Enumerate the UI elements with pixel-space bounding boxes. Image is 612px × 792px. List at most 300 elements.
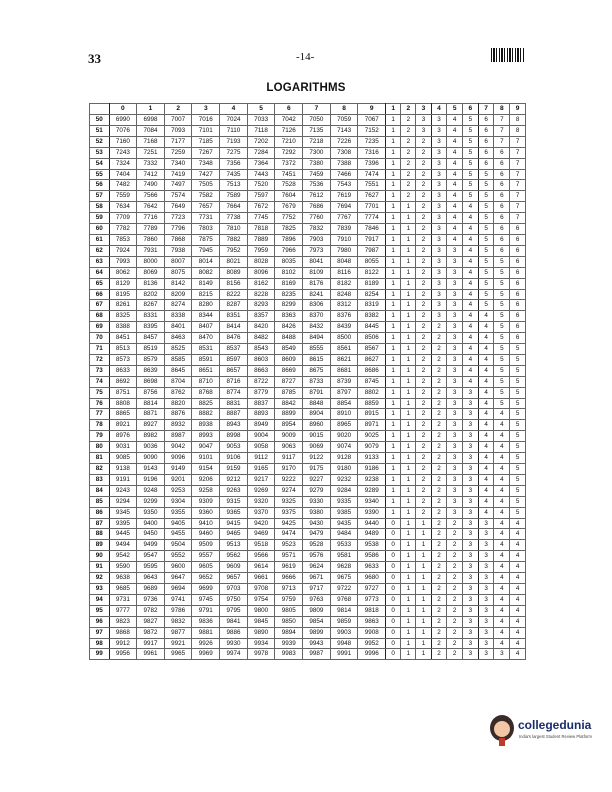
table-cell: 6 [478, 115, 494, 126]
table-cell: 4 [510, 551, 526, 562]
table-cell: 7292 [275, 147, 303, 158]
table-cell: 8363 [275, 311, 303, 322]
table-cell: 0 [386, 627, 401, 638]
table-cell: 8156 [220, 278, 248, 289]
table-cell: 9965 [164, 649, 192, 660]
table-cell: 9474 [275, 529, 303, 540]
table-cell: 7482 [109, 180, 137, 191]
row-number-cell: 98 [90, 638, 110, 649]
row-number-cell: 65 [90, 278, 110, 289]
table-cell: 8021 [220, 256, 248, 267]
table-cell: 1 [386, 224, 401, 235]
table-cell: 9685 [109, 583, 137, 594]
table-cell: 7451 [275, 169, 303, 180]
table-cell: 1 [401, 213, 416, 224]
column-header: 4 [220, 104, 248, 115]
table-cell: 7582 [192, 191, 220, 202]
table-cell: 5 [494, 289, 510, 300]
table-cell: 5 [510, 420, 526, 431]
table-cell: 6 [494, 245, 510, 256]
table-cell: 7774 [358, 213, 386, 224]
row-number-cell: 55 [90, 169, 110, 180]
table-cell: 9106 [220, 453, 248, 464]
logarithm-table [89, 103, 526, 660]
table-cell: 8704 [164, 376, 192, 387]
table-cell: 8241 [303, 289, 331, 300]
table-cell: 9939 [275, 638, 303, 649]
table-cell: 6 [494, 191, 510, 202]
table-cell: 2 [401, 147, 416, 158]
table-cell: 2 [416, 333, 431, 344]
table-cell: 2 [416, 485, 431, 496]
table-cell: 9340 [358, 496, 386, 507]
table-cell: 7993 [109, 256, 137, 267]
table-cell: 9547 [137, 551, 165, 562]
table-cell: 8222 [220, 289, 248, 300]
table-cell: 8488 [275, 333, 303, 344]
column-header: 5 [447, 104, 463, 115]
table-row [90, 573, 526, 584]
table-cell: 8028 [247, 256, 275, 267]
table-cell: 5 [510, 354, 526, 365]
table-cell: 9633 [358, 562, 386, 573]
table-cell: 2 [416, 365, 431, 376]
table-cell: 2 [431, 518, 447, 529]
table-cell: 7340 [164, 158, 192, 169]
table-cell: 9759 [275, 594, 303, 605]
table-cell: 7672 [247, 202, 275, 213]
column-header: 3 [416, 104, 431, 115]
table-cell: 2 [416, 420, 431, 431]
table-cell: 7007 [164, 115, 192, 126]
table-cell: 1 [401, 267, 416, 278]
table-cell: 8325 [109, 311, 137, 322]
table-cell: 7042 [275, 115, 303, 126]
table-cell: 7 [510, 158, 526, 169]
table-cell: 8698 [137, 376, 165, 387]
table-cell: 7536 [303, 180, 331, 191]
table-cell: 9455 [164, 529, 192, 540]
table-cell: 2 [416, 354, 431, 365]
table-cell: 9020 [330, 431, 358, 442]
table-cell: 6 [494, 180, 510, 191]
table-cell: 2 [431, 333, 447, 344]
table-cell: 4 [494, 540, 510, 551]
table-cell: 1 [386, 420, 401, 431]
table-cell: 3 [463, 474, 479, 485]
table-cell: 3 [431, 180, 447, 191]
table-cell: 7642 [137, 202, 165, 213]
table-cell: 8633 [109, 365, 137, 376]
table-cell: 4 [478, 387, 494, 398]
table-cell: 9253 [164, 485, 192, 496]
table-cell: 8432 [303, 322, 331, 333]
table-cell: 3 [416, 115, 431, 126]
table-cell: 2 [416, 224, 431, 235]
table-cell: 5 [510, 344, 526, 355]
table-cell: 8519 [137, 344, 165, 355]
table-cell: 3 [447, 507, 463, 518]
table-cell: 9128 [330, 453, 358, 464]
table-header-row [90, 104, 526, 115]
table-row [90, 169, 526, 180]
table-cell: 8319 [358, 300, 386, 311]
table-cell: 9956 [109, 649, 137, 660]
table-cell: 9289 [358, 485, 386, 496]
table-cell: 4 [463, 344, 479, 355]
table-cell: 2 [431, 365, 447, 376]
table-cell: 1 [416, 518, 431, 529]
table-cell: 7275 [220, 147, 248, 158]
table-cell: 2 [416, 387, 431, 398]
table-cell: 3 [463, 485, 479, 496]
table-cell: 4 [494, 616, 510, 627]
table-cell: 8627 [358, 354, 386, 365]
table-cell: 1 [386, 202, 401, 213]
table-cell: 2 [401, 115, 416, 126]
row-number-cell: 68 [90, 311, 110, 322]
table-cell: 8727 [275, 376, 303, 387]
table-cell: 6 [494, 147, 510, 158]
table-cell: 5 [494, 365, 510, 376]
table-cell: 4 [510, 562, 526, 573]
table-cell: 9717 [303, 583, 331, 594]
table-cell: 8543 [247, 344, 275, 355]
table-cell: 7832 [303, 224, 331, 235]
table-cell: 1 [386, 365, 401, 376]
barcode-icon [491, 48, 525, 62]
table-cell: 4 [447, 234, 463, 245]
table-cell: 1 [401, 333, 416, 344]
table-cell: 3 [431, 224, 447, 235]
table-cell: 3 [478, 518, 494, 529]
table-cell: 8162 [247, 278, 275, 289]
table-cell: 4 [478, 354, 494, 365]
table-cell: 9420 [247, 518, 275, 529]
table-cell: 4 [478, 344, 494, 355]
table-cell: 1 [401, 594, 416, 605]
table-cell: 4 [494, 464, 510, 475]
table-cell: 1 [386, 158, 401, 169]
table-cell: 7745 [247, 213, 275, 224]
table-cell: 2 [447, 583, 463, 594]
table-cell: 8882 [192, 409, 220, 420]
table-cell: 6 [510, 256, 526, 267]
table-cell: 6 [494, 213, 510, 224]
table-cell: 4 [447, 125, 463, 136]
table-cell: 3 [447, 474, 463, 485]
table-cell: 0 [386, 605, 401, 616]
table-cell: 1 [401, 311, 416, 322]
table-cell: 8382 [358, 311, 386, 322]
table-cell: 8351 [220, 311, 248, 322]
table-cell: 8537 [220, 344, 248, 355]
table-cell: 4 [463, 289, 479, 300]
table-cell: 4 [447, 213, 463, 224]
table-cell: 9894 [275, 627, 303, 638]
table-cell: 4 [478, 507, 494, 518]
table-cell: 9987 [303, 649, 331, 660]
column-header [90, 104, 110, 115]
table-cell: 7 [510, 180, 526, 191]
table-cell: 8745 [358, 376, 386, 387]
table-cell: 9015 [303, 431, 331, 442]
table-cell: 7243 [109, 147, 137, 158]
table-cell: 9460 [192, 529, 220, 540]
table-cell: 9814 [330, 605, 358, 616]
table-cell: 3 [447, 431, 463, 442]
table-cell: 9921 [164, 638, 192, 649]
table-cell: 3 [478, 627, 494, 638]
table-cell: 6 [494, 158, 510, 169]
table-cell: 4 [510, 638, 526, 649]
table-cell: 8814 [137, 398, 165, 409]
table-cell: 8938 [192, 420, 220, 431]
table-cell: 5 [478, 224, 494, 235]
table-cell: 9978 [247, 649, 275, 660]
table-cell: 6 [478, 136, 494, 147]
table-cell: 9279 [303, 485, 331, 496]
table-cell: 9872 [137, 627, 165, 638]
table-cell: 9899 [303, 627, 331, 638]
table-cell: 2 [416, 158, 431, 169]
table-cell: 6 [510, 300, 526, 311]
table-cell: 9754 [247, 594, 275, 605]
table-cell: 9315 [220, 496, 248, 507]
table-cell: 2 [447, 551, 463, 562]
table-cell: 7966 [275, 245, 303, 256]
table-cell: 9930 [220, 638, 248, 649]
table-cell: 7076 [109, 125, 137, 136]
table-cell: 1 [386, 147, 401, 158]
table-cell: 9619 [275, 562, 303, 573]
table-cell: 9217 [247, 474, 275, 485]
table-row [90, 125, 526, 136]
table-cell: 2 [416, 398, 431, 409]
table-cell: 7853 [109, 234, 137, 245]
table-cell: 3 [463, 442, 479, 453]
table-cell: 8370 [303, 311, 331, 322]
table-row [90, 562, 526, 573]
table-cell: 8987 [164, 431, 192, 442]
table-cell: 1 [416, 616, 431, 627]
table-cell: 8932 [164, 420, 192, 431]
table-cell: 7752 [275, 213, 303, 224]
table-cell: 9969 [192, 649, 220, 660]
table-cell: 4 [494, 583, 510, 594]
table-cell: 1 [386, 496, 401, 507]
table-cell: 9562 [220, 551, 248, 562]
table-cell: 3 [494, 649, 510, 660]
table-cell: 7875 [192, 234, 220, 245]
table-cell: 8035 [275, 256, 303, 267]
table-row [90, 431, 526, 442]
table-row [90, 147, 526, 158]
table-cell: 4 [478, 398, 494, 409]
table-cell: 9773 [358, 594, 386, 605]
table-cell: 1 [401, 442, 416, 453]
table-cell: 6 [510, 245, 526, 256]
table-cell: 5 [510, 464, 526, 475]
table-cell: 7 [510, 147, 526, 158]
table-cell: 3 [431, 278, 447, 289]
table-cell: 1 [401, 398, 416, 409]
table-cell: 7664 [220, 202, 248, 213]
table-cell: 7846 [358, 224, 386, 235]
table-cell: 8142 [164, 278, 192, 289]
table-cell: 8663 [247, 365, 275, 376]
table-cell: 7796 [164, 224, 192, 235]
table-cell: 8621 [330, 354, 358, 365]
table-cell: 7332 [137, 158, 165, 169]
table-cell: 9571 [275, 551, 303, 562]
table-cell: 4 [447, 180, 463, 191]
table-cell: 8848 [303, 398, 331, 409]
table-cell: 1 [386, 485, 401, 496]
table-cell: 5 [478, 256, 494, 267]
table-cell: 2 [431, 616, 447, 627]
table-cell: 7033 [247, 115, 275, 126]
table-cell: 4 [478, 376, 494, 387]
table-cell: 8299 [275, 300, 303, 311]
table-cell: 9074 [330, 442, 358, 453]
table-cell: 7210 [275, 136, 303, 147]
table-cell: 9154 [192, 464, 220, 475]
table-cell: 8149 [192, 278, 220, 289]
table-cell: 7543 [330, 180, 358, 191]
table-cell: 9243 [109, 485, 137, 496]
table-cell: 5 [494, 311, 510, 322]
table-cell: 9694 [164, 583, 192, 594]
table-cell: 8949 [247, 420, 275, 431]
table-cell: 8739 [330, 376, 358, 387]
table-cell: 8686 [358, 365, 386, 376]
table-cell: 9890 [247, 627, 275, 638]
table-cell: 8808 [109, 398, 137, 409]
table-cell: 9750 [220, 594, 248, 605]
table-cell: 7924 [109, 245, 137, 256]
table-cell: 9304 [164, 496, 192, 507]
table-cell: 8136 [137, 278, 165, 289]
table-cell: 3 [478, 616, 494, 627]
table-cell: 9538 [358, 540, 386, 551]
table-cell: 9400 [137, 518, 165, 529]
row-number-cell: 54 [90, 158, 110, 169]
table-cell: 5 [463, 125, 479, 136]
table-cell: 7889 [247, 234, 275, 245]
table-cell: 2 [401, 158, 416, 169]
table-cell: 7910 [330, 234, 358, 245]
table-cell: 9800 [247, 605, 275, 616]
table-cell: 9294 [109, 496, 137, 507]
table-cell: 7084 [137, 125, 165, 136]
table-cell: 8075 [164, 267, 192, 278]
table-cell: 7126 [275, 125, 303, 136]
table-cell: 5 [463, 180, 479, 191]
table-cell: 3 [447, 300, 463, 311]
row-number-cell: 84 [90, 485, 110, 496]
table-cell: 5 [510, 453, 526, 464]
table-cell: 9330 [303, 496, 331, 507]
table-cell: 6 [510, 289, 526, 300]
table-cell: 5 [510, 409, 526, 420]
table-cell: 9320 [247, 496, 275, 507]
table-cell: 9689 [137, 583, 165, 594]
table-cell: 8954 [275, 420, 303, 431]
column-header: 9 [510, 104, 526, 115]
table-cell: 8439 [330, 322, 358, 333]
table-cell: 9445 [109, 529, 137, 540]
row-number-cell: 62 [90, 245, 110, 256]
table-cell: 8482 [247, 333, 275, 344]
table-cell: 5 [478, 267, 494, 278]
table-cell: 5 [478, 278, 494, 289]
table-cell: 2 [416, 474, 431, 485]
table-cell: 8195 [109, 289, 137, 300]
table-cell: 1 [401, 453, 416, 464]
table-cell: 3 [447, 278, 463, 289]
table-cell: 2 [416, 267, 431, 278]
table-row [90, 278, 526, 289]
table-cell: 8555 [303, 344, 331, 355]
table-cell: 8965 [330, 420, 358, 431]
table-cell: 1 [386, 278, 401, 289]
table-cell: 8639 [137, 365, 165, 376]
table-cell: 1 [401, 300, 416, 311]
table-cell: 4 [447, 169, 463, 180]
table-cell: 9484 [330, 529, 358, 540]
table-cell: 4 [463, 376, 479, 387]
table-cell: 7160 [109, 136, 137, 147]
table-cell: 4 [478, 333, 494, 344]
table-cell: 8921 [109, 420, 137, 431]
table-cell: 8733 [303, 376, 331, 387]
table-cell: 7612 [303, 191, 331, 202]
table-cell: 9309 [192, 496, 220, 507]
table-cell: 7738 [220, 213, 248, 224]
table-cell: 5 [510, 496, 526, 507]
table-cell: 2 [416, 256, 431, 267]
column-header: 6 [463, 104, 479, 115]
table-cell: 9489 [358, 529, 386, 540]
table-cell: 2 [416, 169, 431, 180]
table-cell: 2 [447, 573, 463, 584]
table-cell: 4 [478, 485, 494, 496]
row-number-cell: 60 [90, 224, 110, 235]
table-cell: 3 [431, 267, 447, 278]
table-cell: 9465 [220, 529, 248, 540]
table-cell: 1 [401, 649, 416, 660]
table-cell: 8048 [330, 256, 358, 267]
table-cell: 8993 [192, 431, 220, 442]
column-header: 7 [303, 104, 331, 115]
table-cell: 4 [463, 322, 479, 333]
table-cell: 8645 [164, 365, 192, 376]
row-number-cell: 64 [90, 267, 110, 278]
table-cell: 7110 [220, 125, 248, 136]
table-cell: 8675 [303, 365, 331, 376]
table-cell: 8407 [192, 322, 220, 333]
table-cell: 8573 [109, 354, 137, 365]
table-cell: 9731 [109, 594, 137, 605]
table-cell: 6 [510, 322, 526, 333]
table-row [90, 409, 526, 420]
table-cell: 9196 [137, 474, 165, 485]
table-cell: 9079 [358, 442, 386, 453]
table-cell: 5 [494, 398, 510, 409]
table-cell: 9222 [275, 474, 303, 485]
table-row [90, 638, 526, 649]
